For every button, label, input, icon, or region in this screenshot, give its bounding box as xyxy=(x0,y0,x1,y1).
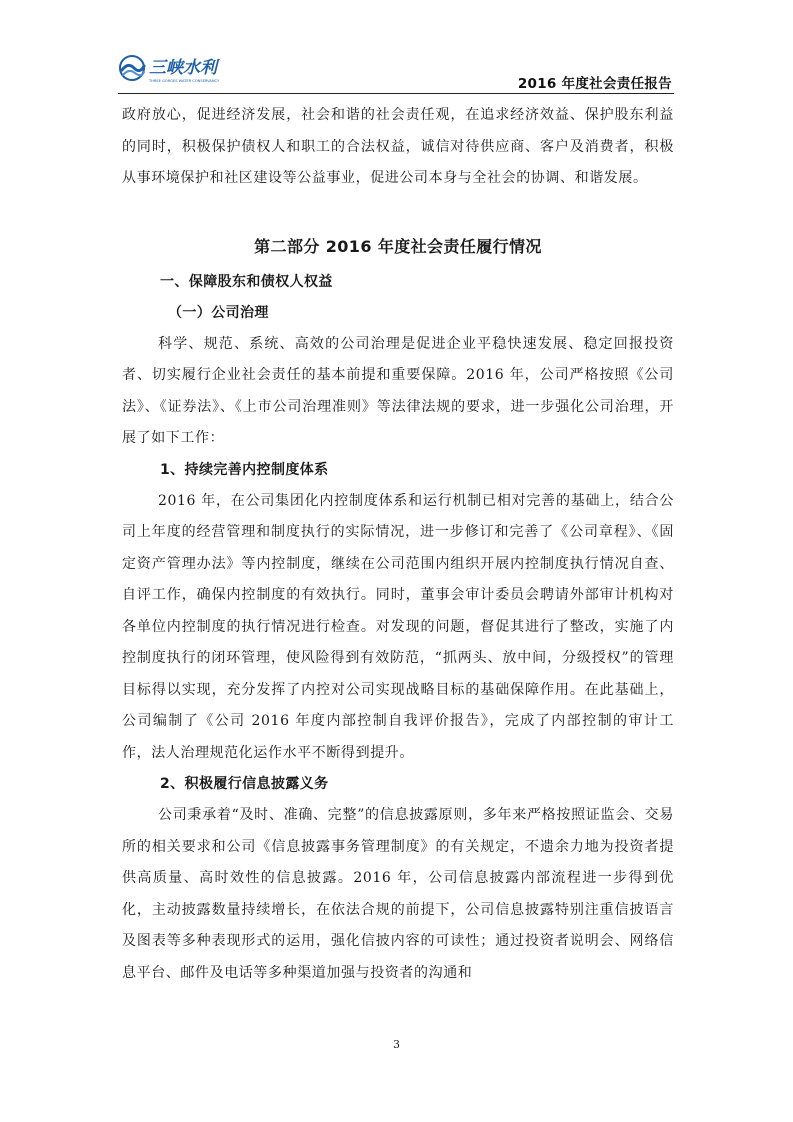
company-logo xyxy=(118,52,233,84)
header-divider xyxy=(118,93,674,94)
governance-paragraph: 科学、规范、系统、高效的公司治理是促进企业平稳快速发展、稳定回报投资者、切实履行企业社会责任的基本前提和重要保障。2016 年，公司严格按照《公司法》、《证券法》、《上市公司治理准则》等法律法规的要求，进一步强化公司治理，开展了如下工作： xyxy=(122,335,674,446)
logo-text: 三峡水利 xyxy=(149,58,217,78)
report-title: 2016 年度社会责任报告 xyxy=(517,76,672,92)
page-content xyxy=(122,100,674,989)
section-heading: 一、保障股东和债权人权益 xyxy=(160,273,333,290)
subsection-heading: （一）公司治理 xyxy=(168,304,269,321)
intro-paragraph: 政府放心，促进经济发展，社会和谐的社会责任观，在追求经济效益、保护股东利益的同时，积极保护债权人和职工的合法权益，诚信对待供应商、客户及消费者，积极从事环境保护和社区建设等公益事业，促进公司本身与全社会的协调、和谐发展。 xyxy=(122,107,674,186)
page-header xyxy=(118,44,674,94)
item2-heading: 2、积极履行信息披露义务 xyxy=(160,776,329,792)
item1-paragraph: 2016 年，在公司集团化内控制度体系和运行机制已相对完善的基础上，结合公司上年度的经营管理和制度执行的实际情况，进一步修订和完善了《公司章程》、《固定资产管理办法》等内控制度，继续在公司范围内组织开展内控制度执行情况自查、自评工作，确保内控制度的有效执行。同时，董事会审计委员会聘请外部审计机构对各单位内控制度的执行情况进行检查。对发现的问题，督促其进行了整改，实施了内控制度执行的闭环管理，使风险得到有效防范，“抓两头、放中间，分级授权”的管理目标得以实现，充分发挥了内控对公司实现战略目标的基础保障作用。在此基础上，公司编制了《公司 2016 年度内部控制自我评价报告》，完成了内部控制的审计工作，法人治理规范化运作水平不断得到提升。 xyxy=(122,492,674,761)
logo-mark-icon xyxy=(118,52,233,84)
part-title: 第二部分 2016 年度社会责任履行情况 xyxy=(254,236,542,256)
logo-subtitle: THREE GORGES WATER CONSERVANCY xyxy=(149,79,220,83)
item2-paragraph: 公司秉承着“及时、准确、完整”的信息披露原则，多年来严格按照证监会、交易所的相关要求和公司《信息披露事务管理制度》的有关规定，不遗余力地为投资者提供高质量、高时效性的信息披露。2016 年，公司信息披露内部流程进一步得到优化，主动披露数量持续增长，在依法合规的前提下，公司信息披露特别注重信披语言及图表等多种表现形式的运用，强化信披内容的可读性；通过投资者说明会、网络信息平台、邮件及电话等多种渠道加强与投资者的沟通和 xyxy=(122,807,674,981)
page-number: 3 xyxy=(393,1038,400,1051)
item1-heading: 1、持续完善内控制度体系 xyxy=(160,461,329,478)
